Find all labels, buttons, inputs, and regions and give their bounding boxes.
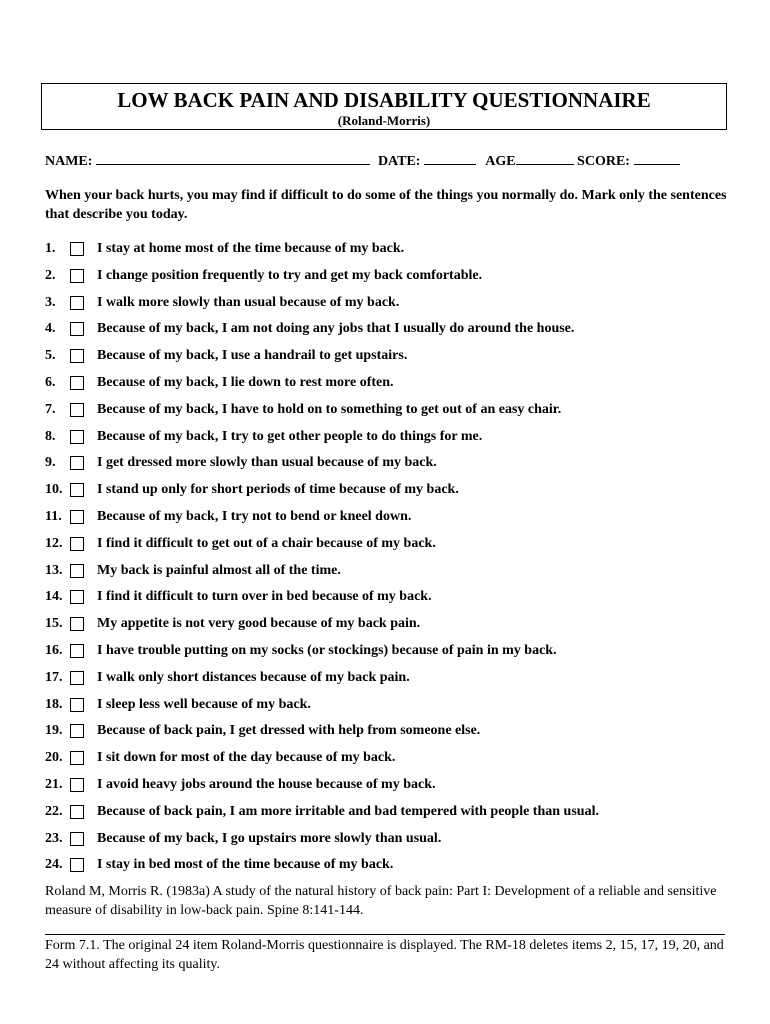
questionnaire-item xyxy=(45,293,735,313)
item-text: I find it difficult to get out of a chair because of my back. xyxy=(97,535,436,551)
item-number: 17. xyxy=(45,669,63,685)
item-checkbox[interactable] xyxy=(70,617,84,631)
item-number: 15. xyxy=(45,616,63,632)
item-number: 11. xyxy=(45,509,62,524)
item-text: I sleep less well because of my back. xyxy=(97,696,311,712)
item-checkbox[interactable] xyxy=(70,590,84,604)
item-checkbox[interactable] xyxy=(70,376,84,390)
item-number: 13. xyxy=(45,562,63,578)
item-text: I avoid heavy jobs around the house because of my back. xyxy=(97,777,436,792)
footnote-divider xyxy=(45,934,725,935)
name-field[interactable] xyxy=(96,151,370,165)
item-text: Because of back pain, I am more irritable and bad tempered with people than usual. xyxy=(97,803,599,819)
item-checkbox[interactable] xyxy=(70,805,84,819)
item-number: 16. xyxy=(45,643,63,658)
age-field[interactable] xyxy=(516,151,574,165)
item-number: 5. xyxy=(45,348,56,364)
title-box xyxy=(41,83,727,130)
item-text: Because of my back, I try to get other people to do things for me. xyxy=(97,428,483,444)
item-number: 14. xyxy=(45,589,63,605)
item-number: 10. xyxy=(45,482,63,498)
item-checkbox[interactable] xyxy=(70,724,84,738)
item-text: Because of back pain, I get dressed with help from someone else. xyxy=(97,723,481,739)
item-text: I sit down for most of the day because of my back. xyxy=(97,750,396,766)
questionnaire-item xyxy=(45,668,735,688)
questionnaire-item xyxy=(45,614,735,634)
questionnaire-item xyxy=(45,534,735,554)
questionnaire-item xyxy=(45,641,735,661)
item-text: I have trouble putting on my socks (or stockings) because of pain in my back. xyxy=(97,643,557,658)
item-text: I change position frequently to try and get my back comfortable. xyxy=(97,267,483,283)
questionnaire-item xyxy=(45,587,735,607)
item-text: I find it difficult to turn over in bed because of my back. xyxy=(97,589,432,605)
questionnaire-item xyxy=(45,480,735,500)
item-text: Because of my back, I lie down to rest more often. xyxy=(97,375,394,390)
item-number: 8. xyxy=(45,428,56,444)
item-checkbox[interactable] xyxy=(70,671,84,685)
item-checkbox[interactable] xyxy=(70,698,84,712)
questionnaire-item xyxy=(45,855,735,875)
item-text: Because of my back, I try not to bend or kneel down. xyxy=(97,509,412,524)
item-checkbox[interactable] xyxy=(70,296,84,310)
footnote: Form 7.1. The original 24 item Roland-Morris questionnaire is displayed. The RM-18 deletes items 2, 15, 17, 19, 20, and 24 without affecting its quality. xyxy=(45,938,724,972)
item-text: I stay in bed most of the time because of my back. xyxy=(97,857,394,873)
citation: Roland M, Morris R. (1983a) A study of the natural history of back pain: Part I: Development of a reliable and sensitive measure of disability in low-back pain. Spine 8:141-144. xyxy=(45,884,717,918)
score-label: SCORE: xyxy=(577,154,630,169)
date-label: DATE: xyxy=(377,154,421,169)
item-checkbox[interactable] xyxy=(70,778,84,792)
item-checkbox[interactable] xyxy=(70,349,84,363)
item-checkbox[interactable] xyxy=(70,858,84,872)
date-field[interactable] xyxy=(424,151,476,165)
item-text: Because of my back, I am not doing any jobs that I usually do around the house. xyxy=(97,321,575,337)
item-checkbox[interactable] xyxy=(70,242,84,256)
page-title: LOW BACK PAIN AND DISABILITY QUESTIONNAIRE xyxy=(117,88,651,112)
item-text: My back is painful almost all of the time. xyxy=(97,562,341,578)
questionnaire-item xyxy=(45,373,735,393)
questionnaire-item xyxy=(45,829,735,849)
item-number: 19. xyxy=(45,723,63,739)
item-text: Because of my back, I go upstairs more slowly than usual. xyxy=(97,830,442,846)
questionnaire-item xyxy=(45,266,735,286)
item-checkbox[interactable] xyxy=(70,537,84,551)
item-text: Because of my back, I use a handrail to get upstairs. xyxy=(97,348,408,364)
item-number: 9. xyxy=(45,455,56,471)
item-checkbox[interactable] xyxy=(70,644,84,658)
item-number: 7. xyxy=(45,401,56,417)
item-number: 12. xyxy=(45,535,63,551)
item-checkbox[interactable] xyxy=(70,564,84,578)
item-number: 20. xyxy=(45,750,63,766)
item-checkbox[interactable] xyxy=(70,483,84,497)
item-checkbox[interactable] xyxy=(70,269,84,283)
item-checkbox[interactable] xyxy=(70,510,84,524)
questionnaire-item xyxy=(45,346,735,366)
instructions: When your back hurts, you may find if difficult to do some of the things you normally do. Mark only the sentences that describe you today. xyxy=(45,188,727,222)
item-text: Because of my back, I have to hold on to something to get out of an easy chair. xyxy=(97,401,562,417)
questionnaire-item xyxy=(45,748,735,768)
questionnaire-item xyxy=(45,721,735,741)
questionnaire-item xyxy=(45,427,735,447)
item-text: I walk more slowly than usual because of my back. xyxy=(97,294,400,310)
item-checkbox[interactable] xyxy=(70,403,84,417)
item-text: I stay at home most of the time because of my back. xyxy=(97,241,405,256)
item-text: My appetite is not very good because of my back pain. xyxy=(97,616,421,632)
item-text: I get dressed more slowly than usual because of my back. xyxy=(97,455,437,471)
item-text: I walk only short distances because of my back pain. xyxy=(97,669,410,685)
questionnaire-item xyxy=(45,453,735,473)
item-checkbox[interactable] xyxy=(70,832,84,846)
item-number: 24. xyxy=(45,857,63,873)
score-field[interactable] xyxy=(634,151,680,165)
item-number: 1. xyxy=(45,241,56,256)
item-number: 21. xyxy=(45,777,63,792)
item-number: 2. xyxy=(45,267,56,283)
questionnaire-item xyxy=(45,319,735,339)
questionnaire-item xyxy=(45,695,735,715)
item-checkbox[interactable] xyxy=(70,751,84,765)
questionnaire-item xyxy=(45,802,735,822)
item-number: 23. xyxy=(45,830,63,846)
page-subtitle: (Roland-Morris) xyxy=(337,113,431,128)
item-checkbox[interactable] xyxy=(70,456,84,470)
item-number: 22. xyxy=(45,803,63,819)
item-number: 3. xyxy=(45,294,56,310)
age-label: AGE xyxy=(485,154,516,169)
item-number: 6. xyxy=(45,375,56,390)
item-checkbox[interactable] xyxy=(70,322,84,336)
questionnaire-item xyxy=(45,239,735,259)
item-number: 18. xyxy=(45,696,63,712)
item-text: I stand up only for short periods of time because of my back. xyxy=(97,482,459,498)
item-number: 4. xyxy=(45,321,56,337)
questionnaire-item xyxy=(45,775,735,795)
item-checkbox[interactable] xyxy=(70,430,84,444)
patient-fields xyxy=(45,151,735,171)
name-label: NAME: xyxy=(45,154,93,169)
questionnaire-item xyxy=(45,561,735,581)
questionnaire-item xyxy=(45,400,735,420)
questionnaire-item xyxy=(45,507,735,527)
